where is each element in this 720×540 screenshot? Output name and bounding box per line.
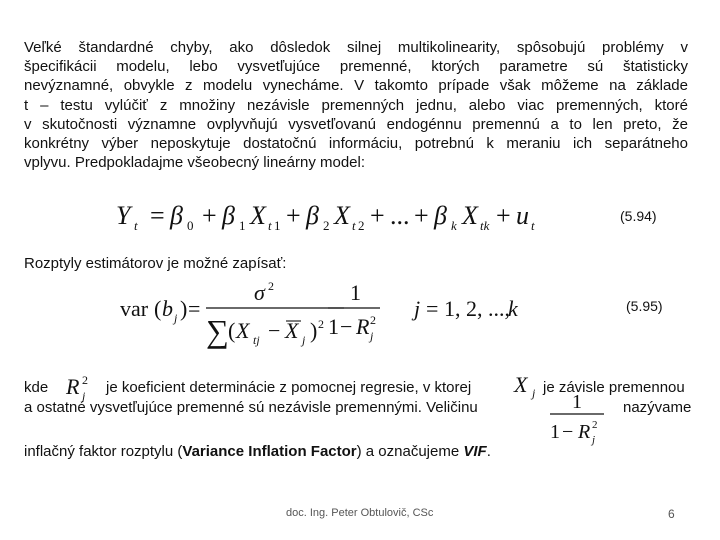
svg-text:X: X xyxy=(236,318,250,343)
vif-text-a: inflačný faktor rozptylu ( xyxy=(24,443,183,460)
svg-text:+: + xyxy=(414,201,429,230)
svg-text:Y: Y xyxy=(116,201,131,230)
equation-variance xyxy=(118,278,528,350)
intro-line-4: t – testu vylúčiť z množiny nezávisle premenných jednu, alebo viac premenných, ktoré xyxy=(24,96,688,114)
svg-text:tj: tj xyxy=(253,333,260,347)
intro-line-5: v skutočnosti významne ovplyvňujú vysvetľovanú endogénnu premennú a to len preto, že xyxy=(24,115,688,133)
svg-text:j: j xyxy=(302,333,306,347)
svg-text:2: 2 xyxy=(82,373,88,387)
svg-text:k: k xyxy=(451,218,457,233)
svg-text:k: k xyxy=(508,296,518,321)
svg-text:(: ( xyxy=(228,318,236,343)
vif-text-b: ) a označujeme xyxy=(356,443,464,460)
svg-text:X: X xyxy=(250,201,266,230)
intro-paragraph xyxy=(24,38,688,172)
svg-text:X: X xyxy=(285,318,299,343)
svg-text:∑: ∑ xyxy=(206,313,229,349)
svg-text:R: R xyxy=(578,421,591,443)
svg-text:R: R xyxy=(66,374,80,399)
svg-text:var: var xyxy=(120,296,149,321)
svg-text:β: β xyxy=(306,201,319,230)
kde-label: kde xyxy=(24,379,49,396)
equation-number-5-95: (5.95) xyxy=(626,298,663,314)
intro-line-1: Veľké štandardné chyby, ako dôsledok silnej multikolinearity, spôsobujú problémy v xyxy=(24,39,688,56)
svg-text:+: + xyxy=(496,201,511,230)
x-j-symbol xyxy=(512,372,542,400)
svg-text:2: 2 xyxy=(323,218,330,233)
intro-line-3: nevýznamné, obvykle z modelu vynecháme. V takomto prípade však môžeme na základe xyxy=(24,77,688,95)
svg-text:t: t xyxy=(352,218,356,233)
svg-text:β: β xyxy=(222,201,235,230)
svg-text:1: 1 xyxy=(239,218,246,233)
svg-text:t: t xyxy=(134,218,138,233)
svg-text:β: β xyxy=(170,201,183,230)
svg-text:β: β xyxy=(434,201,447,230)
intro-line-6: konkrétny výber neposkytuje dostatočnú informáciu, potrebnú k meraniu ich separátneho xyxy=(24,135,688,153)
svg-text:+: + xyxy=(286,201,301,230)
svg-text:2: 2 xyxy=(592,419,598,431)
svg-text:j: j xyxy=(532,386,536,400)
intro-line-7: vplyvu. Predpokladajme všeobecný lineárny model: xyxy=(24,154,366,172)
equation-linear-model xyxy=(110,196,550,240)
vif-abbreviation: VIF xyxy=(463,443,487,460)
svg-text:R: R xyxy=(356,314,370,339)
svg-text:t: t xyxy=(268,218,272,233)
svg-text:2: 2 xyxy=(318,317,324,331)
svg-text:): ) xyxy=(180,296,188,321)
intro-line-2: špecifikácii modelu, lebo vysvetľujúce premenné, ktorých parametre sú štatisticky xyxy=(24,58,688,76)
svg-text:1: 1 xyxy=(328,314,339,339)
svg-text:j: j xyxy=(370,329,374,343)
svg-text:=: = xyxy=(188,296,201,321)
page-number: 6 xyxy=(668,507,675,521)
svg-text:+: + xyxy=(202,201,217,230)
svg-text:tk: tk xyxy=(480,218,490,233)
svg-text:X: X xyxy=(334,201,350,230)
svg-text:u: u xyxy=(516,201,529,230)
vif-english-term: Variance Inflation Factor xyxy=(182,443,357,460)
vif-text-end: . xyxy=(486,443,491,460)
svg-text:+: + xyxy=(370,201,385,230)
svg-text:t: t xyxy=(531,218,535,233)
svg-text:X: X xyxy=(514,372,528,397)
svg-text:j: j xyxy=(414,296,421,321)
svg-text:1, 2, ...,: 1, 2, ..., xyxy=(444,296,510,321)
svg-text:1: 1 xyxy=(274,218,281,233)
svg-text:): ) xyxy=(310,318,318,343)
vif-definition xyxy=(24,442,491,461)
svg-text:b: b xyxy=(162,296,173,321)
equation-number-5-94: (5.94) xyxy=(620,208,657,224)
svg-text:−: − xyxy=(562,421,574,443)
svg-text:2: 2 xyxy=(370,313,376,327)
svg-text:1: 1 xyxy=(572,391,582,413)
svg-text:−: − xyxy=(268,318,281,343)
svg-text:...: ... xyxy=(390,201,410,230)
footer-author: doc. Ing. Peter Obtulovič, CSc xyxy=(286,507,434,519)
svg-text:1: 1 xyxy=(550,421,560,443)
vif-fraction xyxy=(546,388,610,446)
svg-text:2: 2 xyxy=(268,279,274,293)
svg-text:(: ( xyxy=(154,296,162,321)
svg-text:0: 0 xyxy=(187,218,194,233)
svg-text:=: = xyxy=(150,201,165,230)
kde-text-a: je koeficient determinácie z pomocnej regresie, v ktorej xyxy=(106,379,472,396)
svg-text:=: = xyxy=(426,296,439,321)
variance-label: Rozptyly estimátorov je možné zapísať: xyxy=(24,255,287,272)
svg-text:j: j xyxy=(174,311,178,325)
line2-text-b: nazývame xyxy=(623,399,692,416)
svg-text:j: j xyxy=(592,434,596,446)
svg-text:X: X xyxy=(462,201,478,230)
svg-text:σ: σ xyxy=(254,280,265,305)
kde-text-b: je závisle premennou xyxy=(543,379,685,396)
svg-text:−: − xyxy=(340,314,353,339)
svg-text:1: 1 xyxy=(350,280,361,305)
svg-text:2: 2 xyxy=(358,218,365,233)
line2-text-a: a ostatné vysvetľujúce premenné sú nezávisle premennými. Veličinu xyxy=(24,399,478,416)
svg-text:j: j xyxy=(82,389,86,402)
